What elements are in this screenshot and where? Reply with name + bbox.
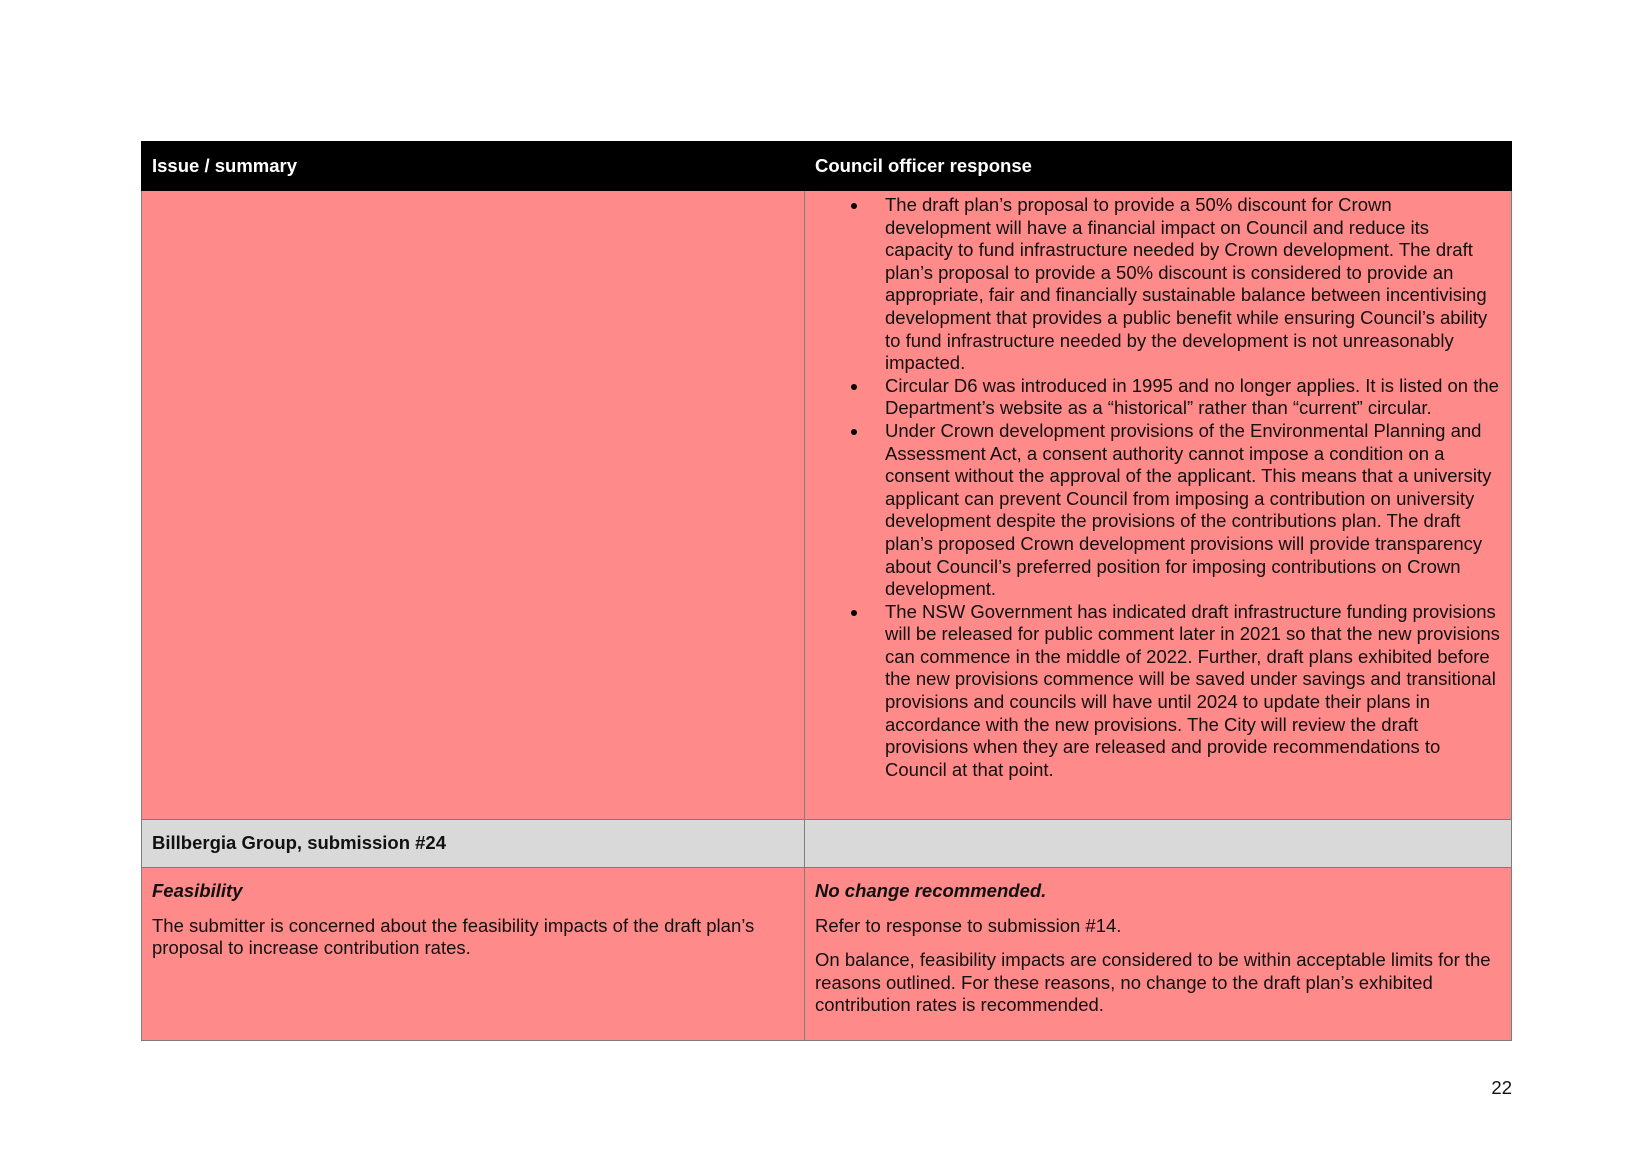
issue-cell-empty — [142, 191, 805, 820]
page-number: 22 — [1491, 1077, 1512, 1098]
table-row — [142, 191, 1512, 820]
response-bullet-item: The NSW Government has indicated draft infrastructure funding provisions will be released for public comment later in 2021 so that the new provisions can commence in the middle of 2022. Further, draft plans exhibited before the new provisions commence will be saved under savings and transitional provisions and councils will have until 2024 to update their plans in accordance with the new provisions. The City will review the draft provisions when they are released and provide recommendations to Council at that point. — [885, 600, 1500, 780]
response-cell — [805, 191, 1512, 820]
issue-heading: Feasibility — [152, 880, 243, 901]
response-paragraph: Refer to response to submission #14. — [815, 914, 1122, 936]
submissions-table — [141, 141, 1512, 1041]
section-empty-cell — [805, 820, 1512, 868]
header-council-response: Council officer response — [805, 142, 1512, 191]
response-bullet-list — [815, 194, 1501, 781]
response-paragraph: On balance, feasibility impacts are considered to be within acceptable limits for the reasons outlined. For these reasons, no change to the draft plan’s exhibited contribution rates is recommended. — [815, 949, 1491, 1016]
issue-cell — [142, 868, 805, 1041]
response-cell — [805, 868, 1512, 1041]
header-issue-summary: Issue / summary — [142, 142, 805, 191]
response-bullet-item: Circular D6 was introduced in 1995 and no longer applies. It is listed on the Department’s website as a “historical” rather than “current” circular. — [885, 375, 1501, 420]
section-row — [142, 820, 1512, 868]
section-label: Billbergia Group, submission #24 — [142, 820, 805, 868]
response-bullet-item: The draft plan’s proposal to provide a 50% discount for Crown development will have a financial impact on Council and reduce its capacity to fund infrastructure needed by Crown development. The draft plan’s proposal to provide a 50% discount is considered to provide an appropriate, fair and financially sustainable balance between incentivising development that provides a public benefit while ensuring Council’s ability to fund infrastructure needed by the development is not unreasonably impacted. — [885, 194, 1501, 375]
response-bullet-item: Under Crown development provisions of the Environmental Planning and Assessment Act, a consent authority cannot impose a condition on a consent without the approval of the applicant. This means that a university applicant can prevent Council from imposing a contribution on university development despite the provisions of the contributions plan. The draft plan’s proposed Crown development provisions will provide transparency about Council’s preferred position for imposing contributions on Crown development. — [885, 420, 1501, 601]
response-heading: No change recommended. — [815, 880, 1047, 901]
table-row — [142, 868, 1512, 1041]
issue-text: The submitter is concerned about the feasibility impacts of the draft plan’s proposal to increase contribution rates. — [152, 914, 755, 959]
table-header-row — [142, 142, 1512, 191]
